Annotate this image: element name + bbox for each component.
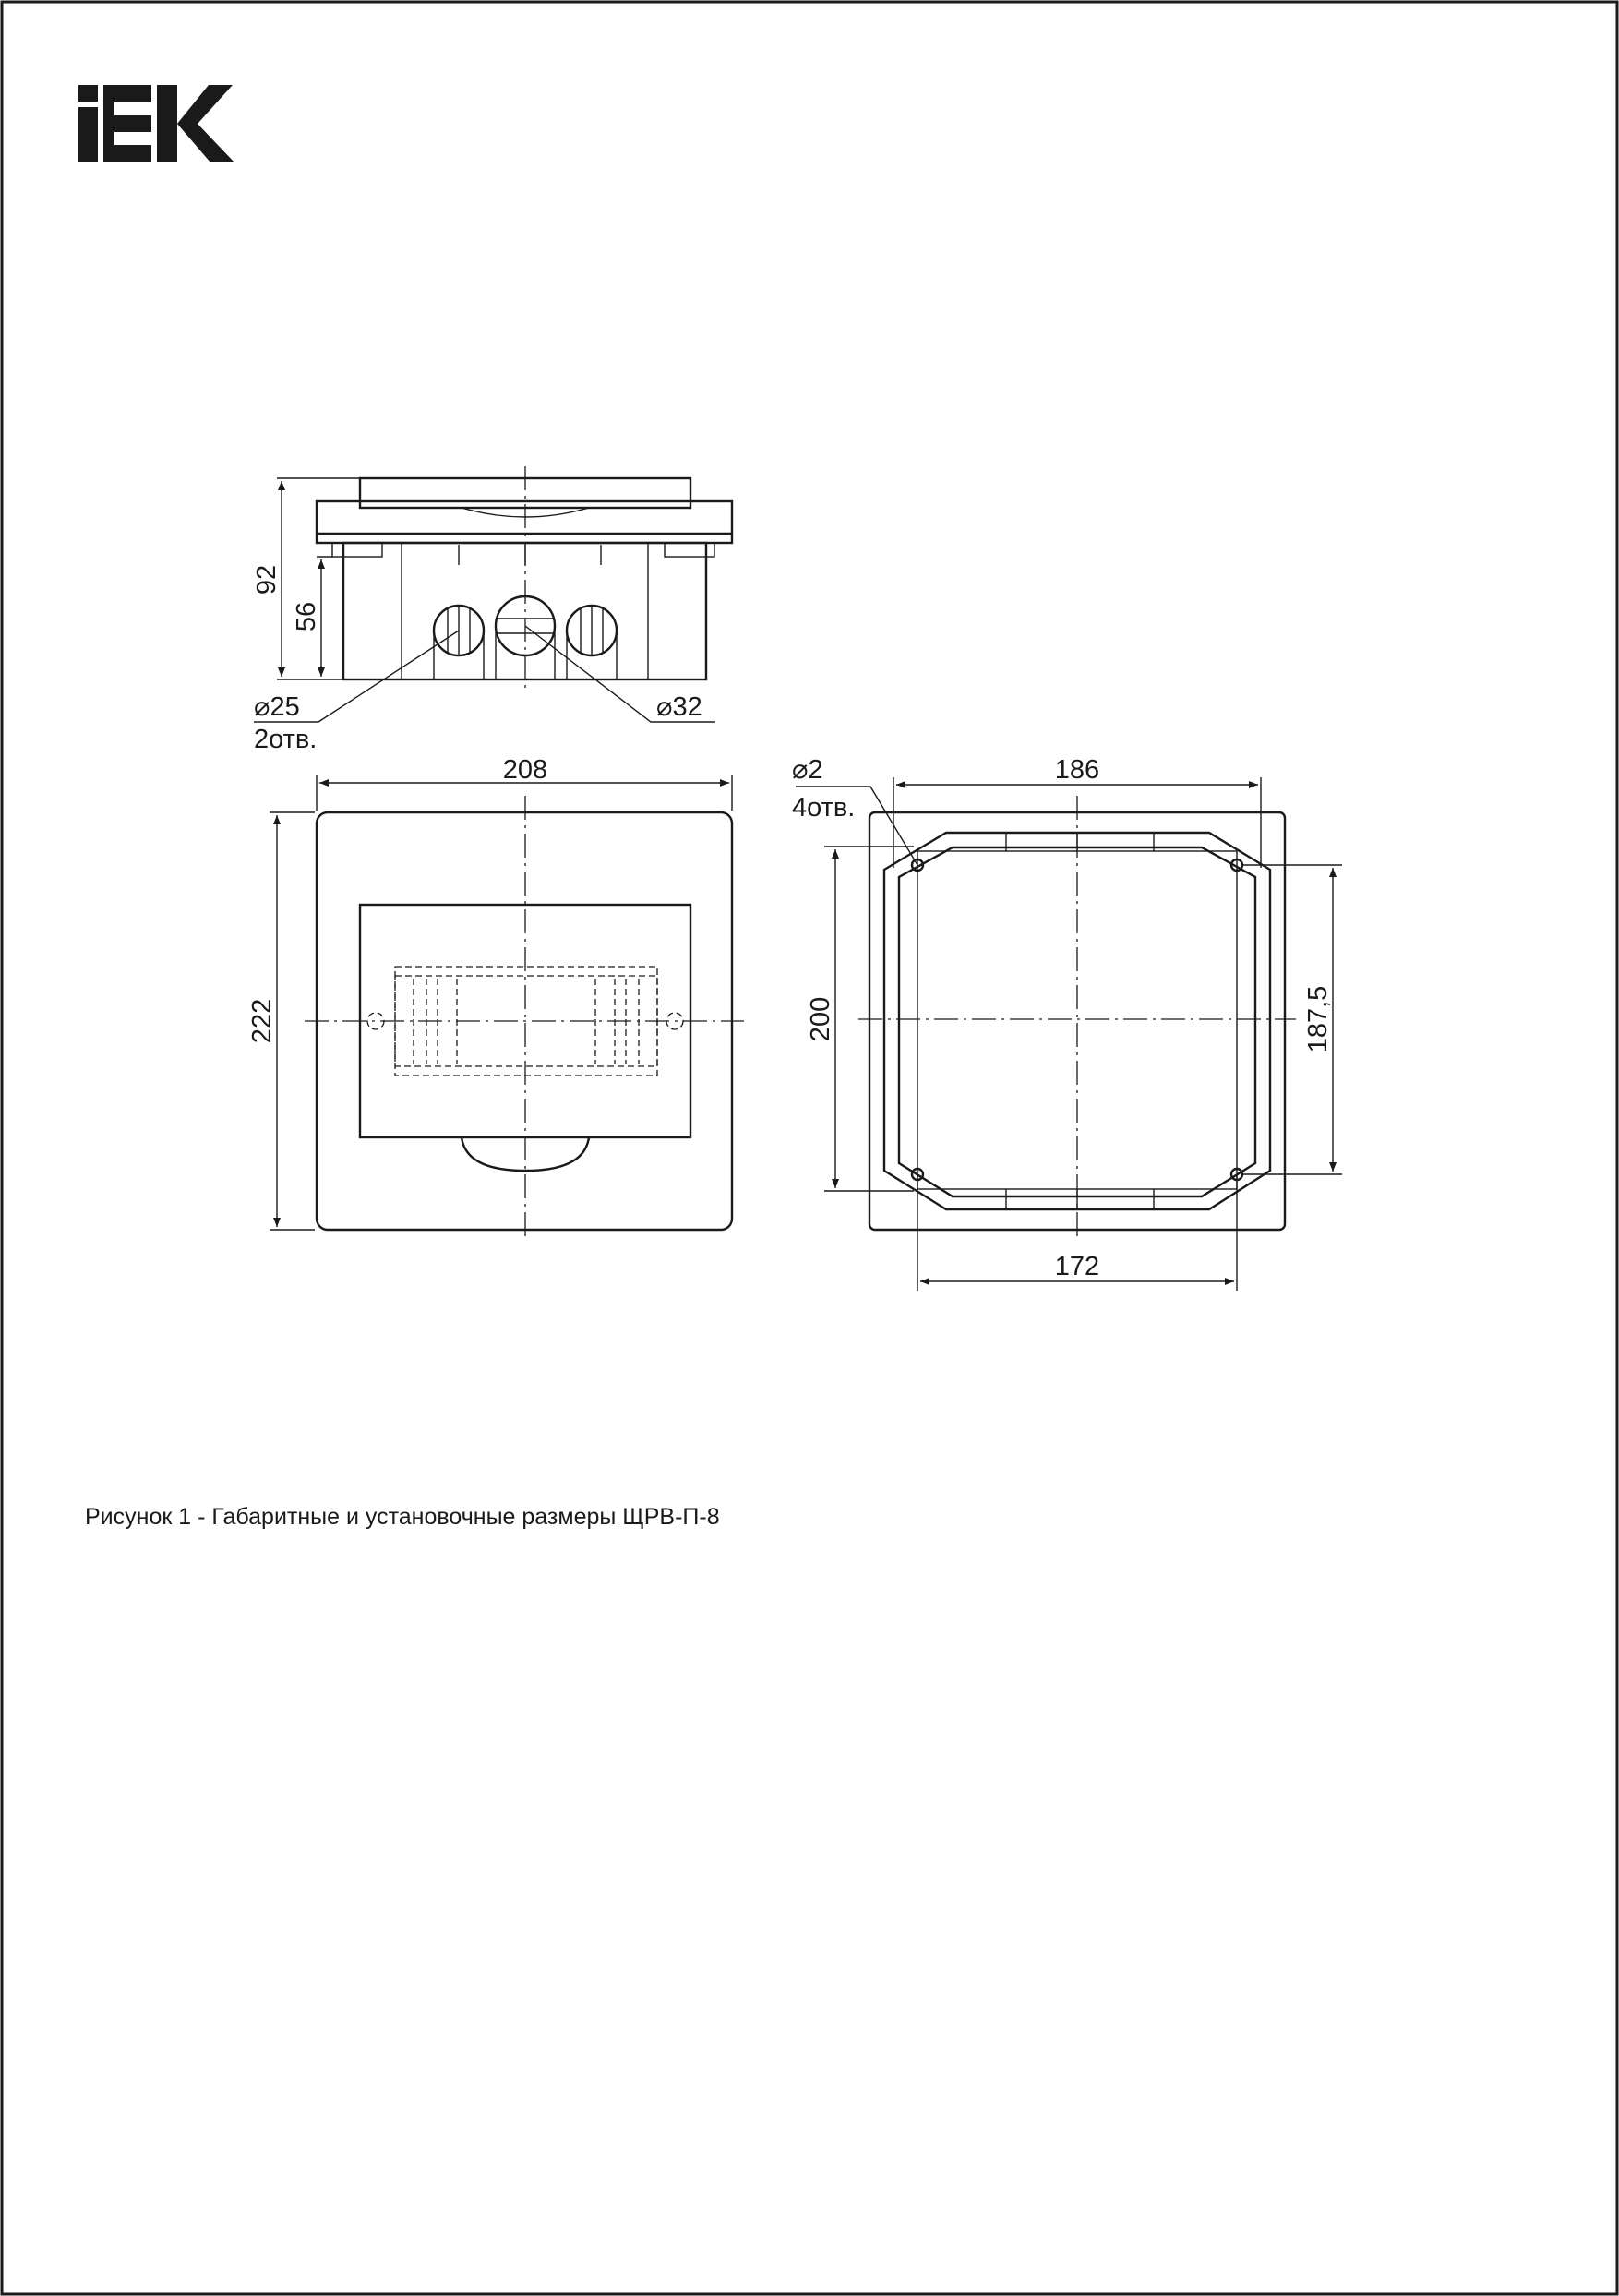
hole-large-diameter: ⌀32 [656,692,702,722]
iek-logo [78,85,234,162]
dim-total-height: 92 [252,564,282,595]
hole-mount-diameter: ⌀2 [792,755,823,785]
dim-height: 222 [247,998,277,1044]
side-view [254,466,732,722]
page-frame [2,2,1617,2294]
back-view [796,777,1342,1291]
front-view [270,775,744,1242]
hole-small-count: 2отв. [254,725,318,754]
dim-width: 208 [502,755,548,785]
dim-right-height: 187,5 [1303,985,1333,1053]
figure-caption: Рисунок 1 - Габаритные и установочные размеры ЩРВ-П-8 [85,1504,720,1530]
dim-bottom-width: 172 [1054,1252,1100,1281]
hole-mount-count: 4отв. [792,793,856,823]
hole-small-diameter: ⌀25 [254,692,300,722]
dim-body-depth: 56 [292,601,321,632]
dim-left-height: 200 [806,996,835,1042]
dim-top-width: 186 [1054,755,1100,785]
